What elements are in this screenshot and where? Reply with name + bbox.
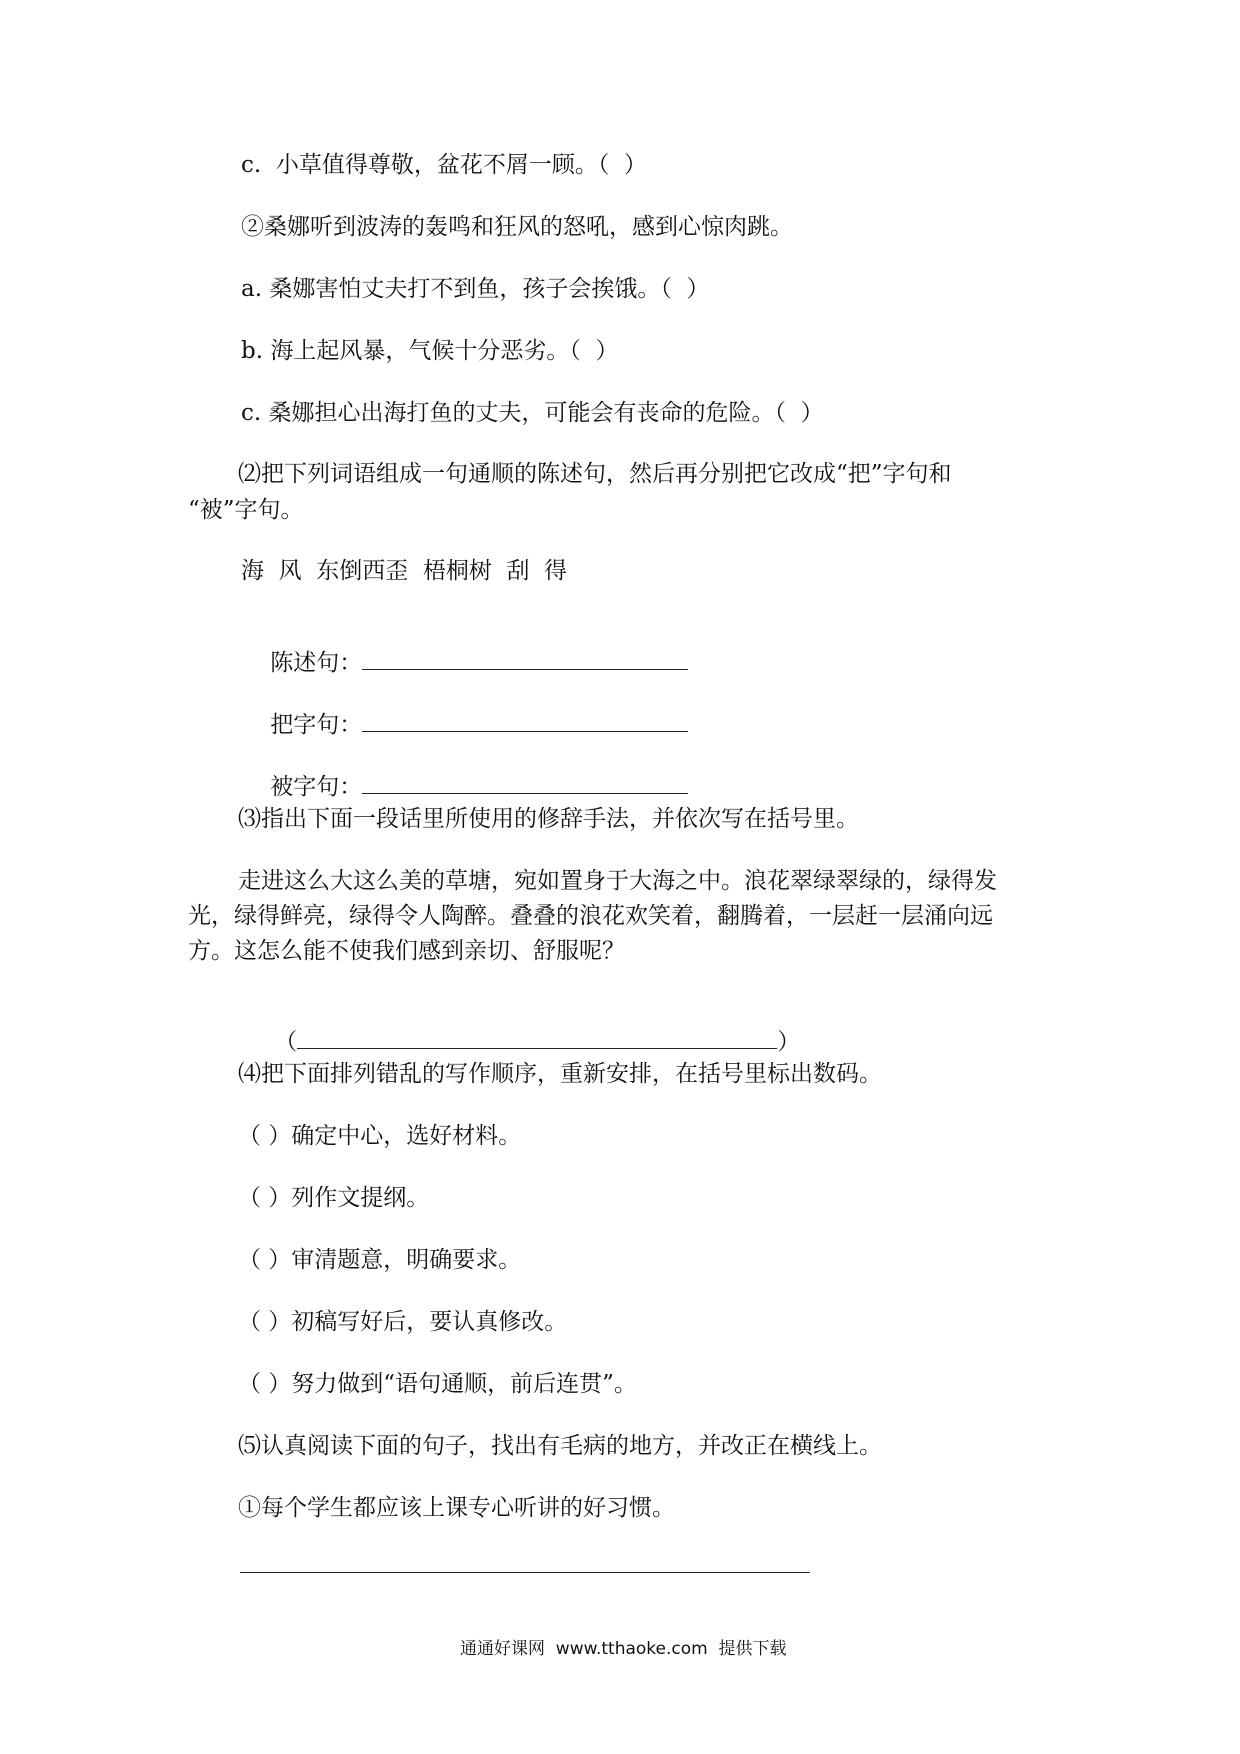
correction-answer-line[interactable]: [240, 1572, 810, 1573]
order-item-3: （ ）审清题意，明确要求。: [238, 1247, 522, 1273]
ba-sentence-answer-line[interactable]: [362, 711, 688, 732]
section-3-heading: ⑶指出下面一段话里所使用的修辞手法，并依次写在括号里。: [238, 806, 859, 832]
order-item-4: （ ）初稿写好后，要认真修改。: [238, 1309, 568, 1335]
faulty-sentence-1: ①每个学生都应该上课专心听讲的好习惯。: [238, 1495, 675, 1521]
section-4-heading: ⑷把下面排列错乱的写作顺序，重新安排，在括号里标出数码。: [238, 1061, 882, 1087]
word-list: 海 风 东倒西歪 梧桐树 刮 得: [241, 558, 568, 584]
option-a-2: a. 桑娜害怕丈夫打不到鱼，孩子会挨饿。（ ）: [241, 276, 710, 302]
passage-line-1: 走进这么大这么美的草塘，宛如置身于大海之中。浪花翠绿翠绿的，绿得发: [238, 868, 997, 894]
declarative-answer-line[interactable]: [362, 649, 688, 670]
order-item-5: （ ）努力做到“语句通顺，前后连贯”。: [238, 1371, 637, 1397]
question-2-stem: ②桑娜听到波涛的轰鸣和狂风的怒吼，感到心惊肉跳。: [241, 214, 793, 240]
option-b-2: b. 海上起风暴，气候十分恶劣。（ ）: [241, 338, 619, 364]
footer-credit: 通通好课网 www.tthaoke.com 提供下载: [460, 1639, 787, 1659]
bei-sentence-label: 被字句：: [270, 774, 363, 800]
ba-sentence-label: 把字句：: [270, 712, 363, 738]
rhetoric-answer-line[interactable]: [297, 1028, 777, 1049]
bei-sentence-answer-line[interactable]: [362, 773, 688, 794]
section-5-heading: ⑸认真阅读下面的句子，找出有毛病的地方，并改正在横线上。: [238, 1433, 882, 1459]
order-item-1: （ ）确定中心，选好材料。: [238, 1123, 522, 1149]
open-paren: （: [274, 1029, 298, 1055]
section-2-heading-line1: ⑵把下列词语组成一句通顺的陈述句，然后再分别把它改成“把”字句和: [238, 461, 952, 487]
passage-line-2: 光，绿得鲜亮，绿得令人陶醉。叠叠的浪花欢笑着，翻腾着，一层赶一层涌向远: [188, 903, 993, 929]
option-c-1: c. 小草值得尊敬，盆花不屑一顾。（ ）: [241, 152, 647, 178]
close-paren: ）: [777, 1029, 801, 1055]
passage-line-3: 方。这怎么能不使我们感到亲切、舒服呢？: [188, 938, 625, 964]
declarative-label: 陈述句：: [270, 650, 363, 676]
option-c-2: c. 桑娜担心出海打鱼的丈夫，可能会有丧命的危险。（ ）: [241, 400, 824, 426]
section-2-heading-line2: “被”字句。: [188, 497, 304, 523]
order-item-2: （ ）列作文提纲。: [238, 1185, 430, 1211]
